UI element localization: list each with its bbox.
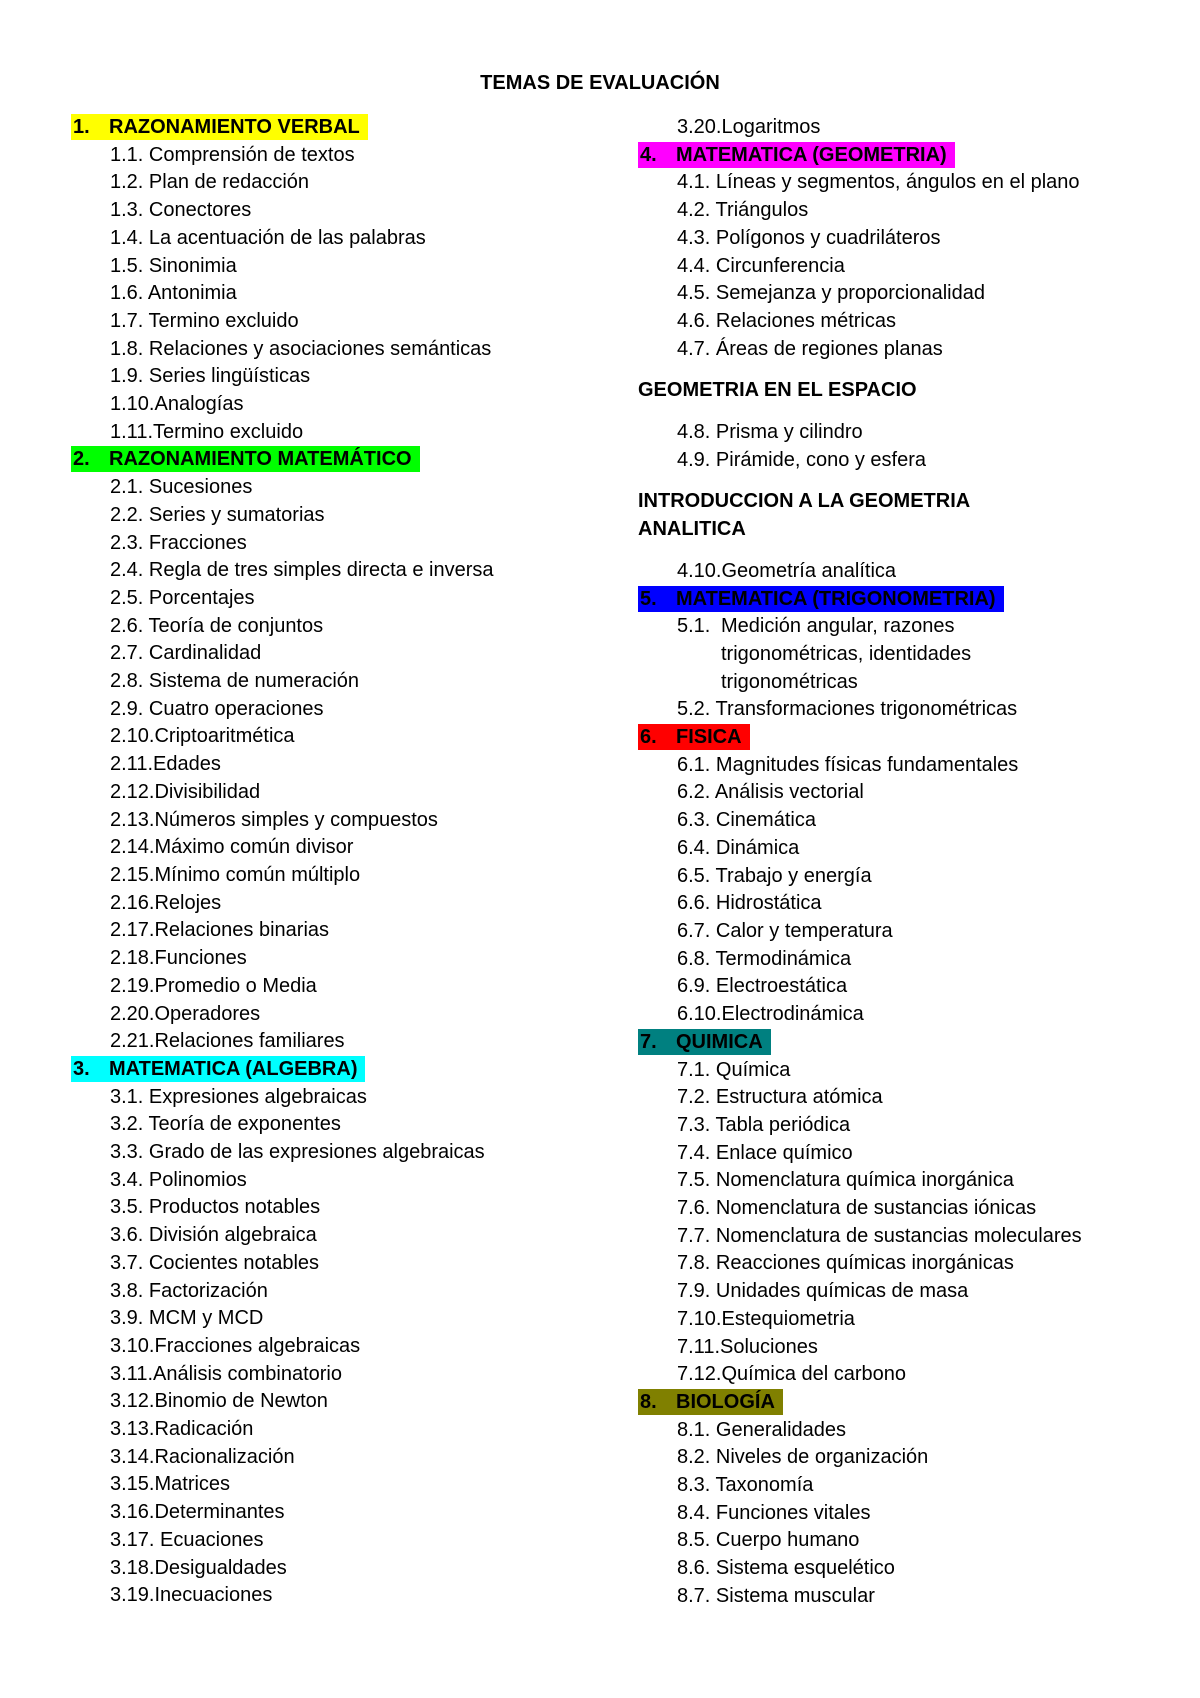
- topic-item: 4.6. Relaciones métricas: [677, 309, 896, 332]
- section-number: 3.: [73, 1057, 90, 1080]
- section-number: 6.: [640, 726, 657, 749]
- topic-item: 4.10.Geometría analítica: [677, 559, 897, 582]
- topic-item: 4.3. Polígonos y cuadriláteros: [677, 226, 941, 249]
- topic-item: 7.10.Estequiometria: [677, 1307, 855, 1330]
- topic-item: 7.5. Nomenclatura química inorgánica: [677, 1169, 1014, 1192]
- topic-item: 3.12.Binomio de Newton: [110, 1390, 328, 1413]
- topic-text-line1: Medición angular, razones: [721, 615, 955, 638]
- topic-item: 6.2. Análisis vectorial: [677, 781, 864, 804]
- section-title: MATEMATICA (ALGEBRA): [109, 1057, 358, 1080]
- topic-item: 2.1. Sucesiones: [110, 476, 253, 499]
- topic-item: 3.17. Ecuaciones: [110, 1528, 264, 1551]
- topic-item: 8.3. Taxonomía: [677, 1474, 814, 1497]
- section-heading-s5: [638, 586, 1183, 614]
- topic-item: 2.18.Funciones: [110, 947, 247, 970]
- section-number: 1.: [73, 116, 90, 138]
- topic-item: 3.20.Logaritmos: [677, 116, 821, 138]
- section-number: 4.: [640, 143, 657, 166]
- section-title: RAZONAMIENTO VERBAL: [109, 116, 360, 138]
- topic-item: 3.18.Desigualdades: [110, 1556, 287, 1579]
- topic-item: 7.2. Estructura atómica: [677, 1086, 883, 1109]
- topic-item: 3.5. Productos notables: [110, 1196, 321, 1219]
- section-title: MATEMATICA (GEOMETRIA): [676, 143, 947, 166]
- right-column: [638, 114, 1183, 1611]
- section-highlight: [71, 114, 368, 140]
- topic-item: 3.14.Racionalización: [110, 1445, 295, 1468]
- topic-item: 7.12.Química del carbono: [677, 1363, 907, 1386]
- topic-item: 8.1. Generalidades: [677, 1418, 847, 1441]
- topic-item: 4.8. Prisma y cilindro: [677, 421, 863, 444]
- topic-item: 2.6. Teoría de conjuntos: [110, 614, 324, 637]
- section-title: MATEMATICA (TRIGONOMETRIA): [676, 587, 996, 610]
- topic-item: 4.4. Circunferencia: [677, 254, 845, 277]
- topic-item: 2.17.Relaciones binarias: [110, 919, 330, 942]
- topic-item: 8.4. Funciones vitales: [677, 1501, 871, 1524]
- section-title: RAZONAMIENTO MATEMÁTICO: [109, 448, 412, 471]
- topic-item: 7.9. Unidades químicas de masa: [677, 1280, 969, 1303]
- topic-item: 2.19.Promedio o Media: [110, 974, 317, 997]
- topic-item: 4.1. Líneas y segmentos, ángulos en el plano: [677, 171, 1080, 194]
- topic-item: 1.9. Series lingüísticas: [110, 365, 311, 388]
- topic-item: 3.4. Polinomios: [110, 1168, 247, 1191]
- topic-item: 4.9. Pirámide, cono y esfera: [677, 448, 927, 471]
- topic-item: 7.1. Química: [677, 1058, 791, 1081]
- topic-item: 6.10.Electrodinámica: [677, 1003, 864, 1026]
- section-heading-s7: [638, 1029, 1183, 1057]
- topic-item: 1.7. Termino excluido: [110, 309, 299, 332]
- section-highlight: [638, 586, 1004, 612]
- section-highlight: [638, 1389, 783, 1415]
- topic-item: 1.8. Relaciones y asociaciones semánticas: [110, 337, 492, 360]
- topic-item: 1.2. Plan de redacción: [110, 171, 310, 194]
- topic-item: 3.16.Determinantes: [110, 1501, 285, 1524]
- topic-item: 2.15.Mínimo común múltiplo: [110, 863, 361, 886]
- topic-item: 3.7. Cocientes notables: [110, 1251, 320, 1274]
- topic-item: 3.13.Radicación: [110, 1418, 254, 1441]
- topic-item: 8.2. Niveles de organización: [677, 1446, 929, 1469]
- topic-item: 2.5. Porcentajes: [110, 586, 255, 609]
- topic-item: 7.8. Reacciones químicas inorgánicas: [677, 1252, 1014, 1275]
- topic-item: 3.3. Grado de las expresiones algebraicas: [110, 1141, 485, 1164]
- topic-item: 1.10.Analogías: [110, 393, 244, 416]
- topic-item: 3.11.Análisis combinatorio: [110, 1362, 342, 1385]
- topic-item: 1.1. Comprensión de textos: [110, 143, 355, 166]
- topic-item: 4.5. Semejanza y proporcionalidad: [677, 282, 985, 305]
- topic-item: 3.1. Expresiones algebraicas: [110, 1085, 367, 1108]
- topic-item: 6.7. Calor y temperatura: [677, 919, 893, 942]
- section-number: 2.: [73, 448, 90, 471]
- subheading-geometria-analitica-l2: ANALITICA: [638, 518, 746, 541]
- section-heading-s2: [71, 446, 611, 474]
- topic-number: 5.1.: [677, 615, 711, 638]
- section-heading-s4: [638, 142, 1183, 170]
- topic-item: 2.9. Cuatro operaciones: [110, 697, 324, 720]
- section-highlight: [71, 1056, 365, 1082]
- topic-item-wrapped: [638, 613, 1183, 641]
- topic-item: 7.7. Nomenclatura de sustancias moleculares: [677, 1224, 1082, 1247]
- subheading-geometria-analitica: INTRODUCCION A LA GEOMETRIA: [638, 490, 971, 513]
- section-heading-s8: [638, 1389, 1183, 1417]
- subheading-geometria-espacio: GEOMETRIA EN EL ESPACIO: [638, 379, 917, 402]
- topic-item: 7.11.Soluciones: [677, 1335, 818, 1358]
- section-title: BIOLOGÍA: [676, 1390, 775, 1413]
- section-number: 5.: [640, 587, 657, 610]
- topic-item: 2.16.Relojes: [110, 891, 222, 914]
- topic-item: 8.5. Cuerpo humano: [677, 1529, 860, 1552]
- topic-item: 1.4. La acentuación de las palabras: [110, 226, 426, 249]
- document-title: TEMAS DE EVALUACIÓN: [480, 72, 720, 94]
- topic-item: 6.5. Trabajo y energía: [677, 864, 872, 887]
- section-highlight: [638, 142, 955, 168]
- section-highlight: [638, 1029, 771, 1055]
- left-column: [71, 114, 611, 1610]
- section-highlight: [71, 446, 420, 472]
- topic-item: 7.4. Enlace químico: [677, 1141, 853, 1164]
- topic-item: 7.3. Tabla periódica: [677, 1113, 851, 1136]
- topic-item: 6.4. Dinámica: [677, 836, 800, 859]
- topic-item: 3.8. Factorización: [110, 1279, 268, 1302]
- topic-item: 6.9. Electroestática: [677, 975, 848, 998]
- topic-item: 5.2. Transformaciones trigonométricas: [677, 698, 1018, 721]
- topic-item: 6.6. Hidrostática: [677, 892, 822, 915]
- section-title: FISICA: [676, 726, 742, 749]
- topic-item: 2.13.Números simples y compuestos: [110, 808, 438, 831]
- topic-text-continuation: trigonométricas: [721, 670, 858, 693]
- topic-item: 6.3. Cinemática: [677, 809, 816, 832]
- topic-item: 2.2. Series y sumatorias: [110, 503, 325, 526]
- topic-item: 2.3. Fracciones: [110, 531, 247, 554]
- topic-item: 2.4. Regla de tres simples directa e inversa: [110, 559, 494, 582]
- topic-item: 3.15.Matrices: [110, 1473, 231, 1496]
- topic-item: 2.21.Relaciones familiares: [110, 1030, 345, 1053]
- section-number: 8.: [640, 1390, 657, 1413]
- section-heading-s3: [71, 1056, 611, 1084]
- topic-item: 6.8. Termodinámica: [677, 947, 852, 970]
- topic-item: 2.11.Edades: [110, 753, 221, 776]
- topic-item: 2.12.Divisibilidad: [110, 780, 261, 803]
- topic-item: 4.2. Triángulos: [677, 199, 809, 222]
- section-heading-s1: [71, 114, 611, 142]
- topic-item: 2.14.Máximo común divisor: [110, 836, 354, 859]
- topic-item: 3.19.Inecuaciones: [110, 1584, 273, 1607]
- topic-item: 3.10.Fracciones algebraicas: [110, 1334, 361, 1357]
- topic-item: 1.5. Sinonimia: [110, 254, 237, 277]
- section-heading-s6: [638, 724, 1183, 752]
- topic-item: 2.7. Cardinalidad: [110, 642, 262, 665]
- topic-text-continuation: trigonométricas, identidades: [721, 642, 972, 665]
- topic-item: 2.20.Operadores: [110, 1002, 261, 1025]
- topic-item: 8.7. Sistema muscular: [677, 1584, 875, 1607]
- topic-item: 3.2. Teoría de exponentes: [110, 1113, 341, 1136]
- section-highlight: [638, 724, 750, 750]
- topic-item: 6.1. Magnitudes físicas fundamentales: [677, 753, 1019, 776]
- topic-item: 1.3. Conectores: [110, 199, 252, 222]
- topic-item: 3.9. MCM y MCD: [110, 1307, 264, 1330]
- topic-item: 2.8. Sistema de numeración: [110, 670, 360, 693]
- topic-item: 3.6. División algebraica: [110, 1224, 317, 1247]
- topic-item: 1.11.Termino excluido: [110, 420, 304, 443]
- topic-item: 2.10.Criptoaritmética: [110, 725, 295, 748]
- topic-item: 7.6. Nomenclatura de sustancias iónicas: [677, 1197, 1037, 1220]
- section-number: 7.: [640, 1030, 657, 1053]
- topic-item: 8.6. Sistema esquelético: [677, 1557, 895, 1580]
- section-title: QUIMICA: [676, 1030, 763, 1053]
- topic-item: 4.7. Áreas de regiones planas: [677, 337, 943, 360]
- topic-item: 1.6. Antonimia: [110, 282, 237, 305]
